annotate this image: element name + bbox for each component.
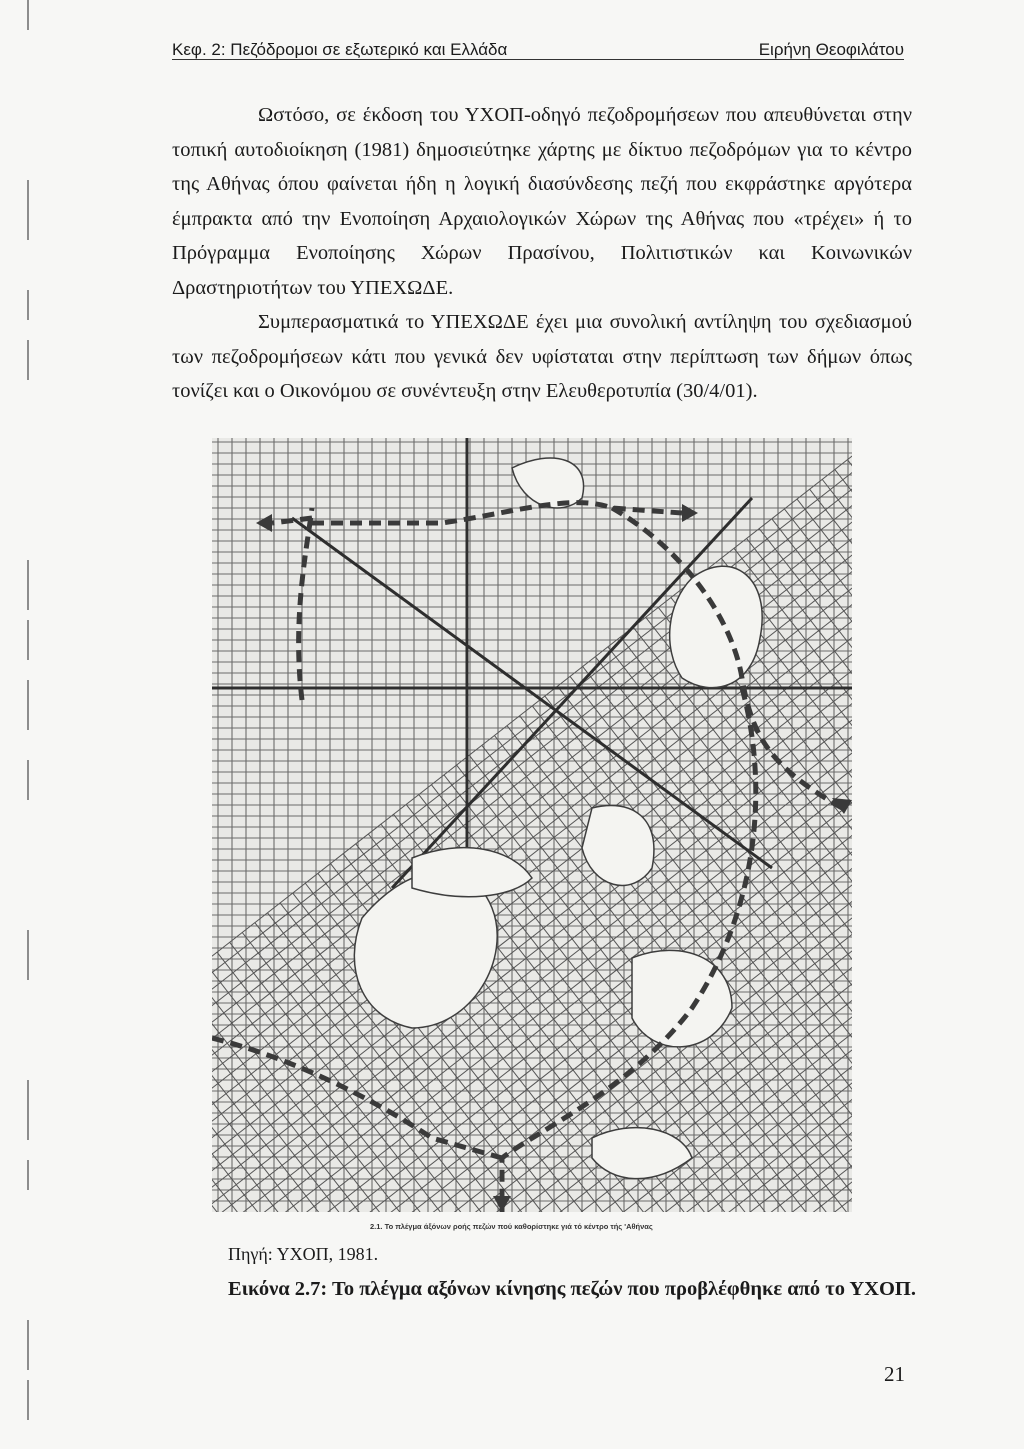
header-rule (172, 59, 904, 60)
street-map-drawing (212, 438, 852, 1212)
figure-source: Πηγή: ΥΧΟΠ, 1981. (228, 1244, 379, 1264)
header-author: Ειρήνη Θεοφιλάτου (758, 40, 904, 59)
page-number: 21 (884, 1362, 905, 1386)
map-inner-caption: 2.1. Το πλέγμα άξόνων ροής πεζών πού καθορίστηκε γιά τό κέντρο τής 'Αθήνας (370, 1222, 653, 1231)
figure-title: Εικόνα 2.7: Το πλέγμα αξόνων κίνησης πεζών που προβλέφθηκε από το ΥΧΟΠ. (228, 1278, 916, 1300)
paragraph-2: Συμπερασματικά το ΥΠΕΧΩΔΕ έχει μια συνολική αντίληψη του σχεδιασμού των πεζοδρομήσεων κάτι που γενικά δεν υφίσταται στην περίπτωση των δήμων όπως τονίζει και ο Οικονόμου σε συνέντευξη στην Ελευθεροτυπία (30/4/01). (172, 311, 912, 402)
body-text (172, 98, 912, 409)
paragraph-1: Ωστόσο, σε έκδοση του ΥΧΟΠ-οδηγό πεζοδρομήσεων που απευθύνεται στην τοπική αυτοδιοίκηση (1981) δημοσιεύτηκε χάρτης με δίκτυο πεζοδρόμων για το κέντρο της Αθήνας όπου φαίνεται ήδη η λογική διασύνδεσης πεζή που εκφράστηκε αργότερα έμπρακτα από την Ενοποίηση Αρχαιολογικών Χώρων της Αθήνας που «τρέχει» ή το Πρόγραμμα Ενοποίησης Χώρων Πρασίνου, Πολιτιστικών και Κοινωνικών Δραστηριοτήτων του ΥΠΕΧΩΔΕ. (172, 104, 912, 299)
header-chapter: Κεφ. 2: Πεζόδρομοι σε εξωτερικό και Ελλάδα (172, 40, 508, 59)
running-header (172, 36, 904, 60)
athens-center-map (212, 438, 852, 1212)
